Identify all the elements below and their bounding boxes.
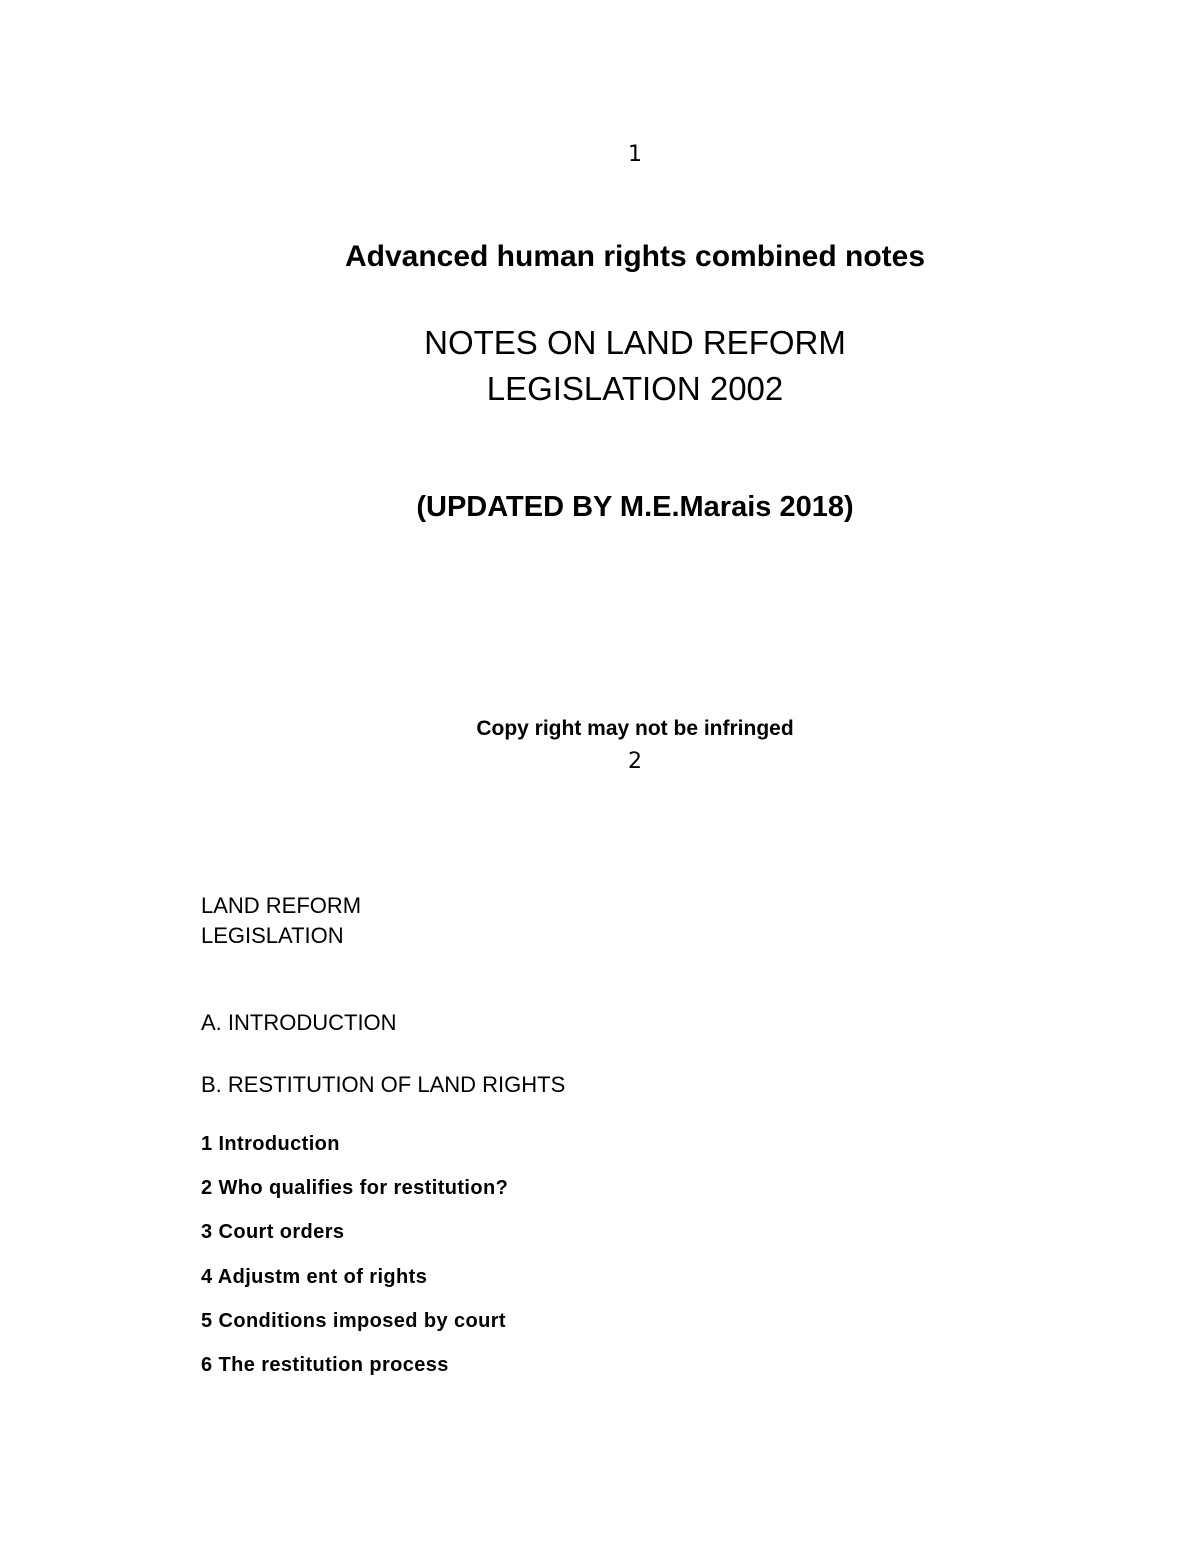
section-heading: [201, 891, 361, 951]
subtitle-line-1: NOTES ON LAND REFORM: [424, 324, 846, 361]
copyright-notice: Copy right may not be infringed: [476, 717, 794, 740]
page-number: 1: [628, 142, 642, 167]
list-item: 6 The restitution process: [201, 1354, 449, 1376]
list-item: 1 Introduction: [201, 1133, 340, 1155]
section-heading-line-1: LAND REFORM: [201, 893, 362, 918]
section-heading-line-2: LEGISLATION: [201, 923, 344, 948]
subtitle-line-2: LEGISLATION 2002: [486, 370, 784, 407]
section-b-heading: B. RESTITUTION OF LAND RIGHTS: [201, 1072, 566, 1097]
list-item: 5 Conditions imposed by court: [201, 1310, 506, 1332]
section-a-heading: A. INTRODUCTION: [201, 1010, 397, 1035]
list-item: 4 Adjustm ent of rights: [201, 1266, 428, 1288]
page-number: 2: [628, 749, 642, 774]
list-item: 2 Who qualifies for restitution?: [201, 1177, 509, 1199]
document-title: Advanced human rights combined notes: [344, 240, 926, 273]
list-item: 3 Court orders: [201, 1221, 345, 1243]
updated-by: (UPDATED BY M.E.Marais 2018): [416, 491, 854, 523]
